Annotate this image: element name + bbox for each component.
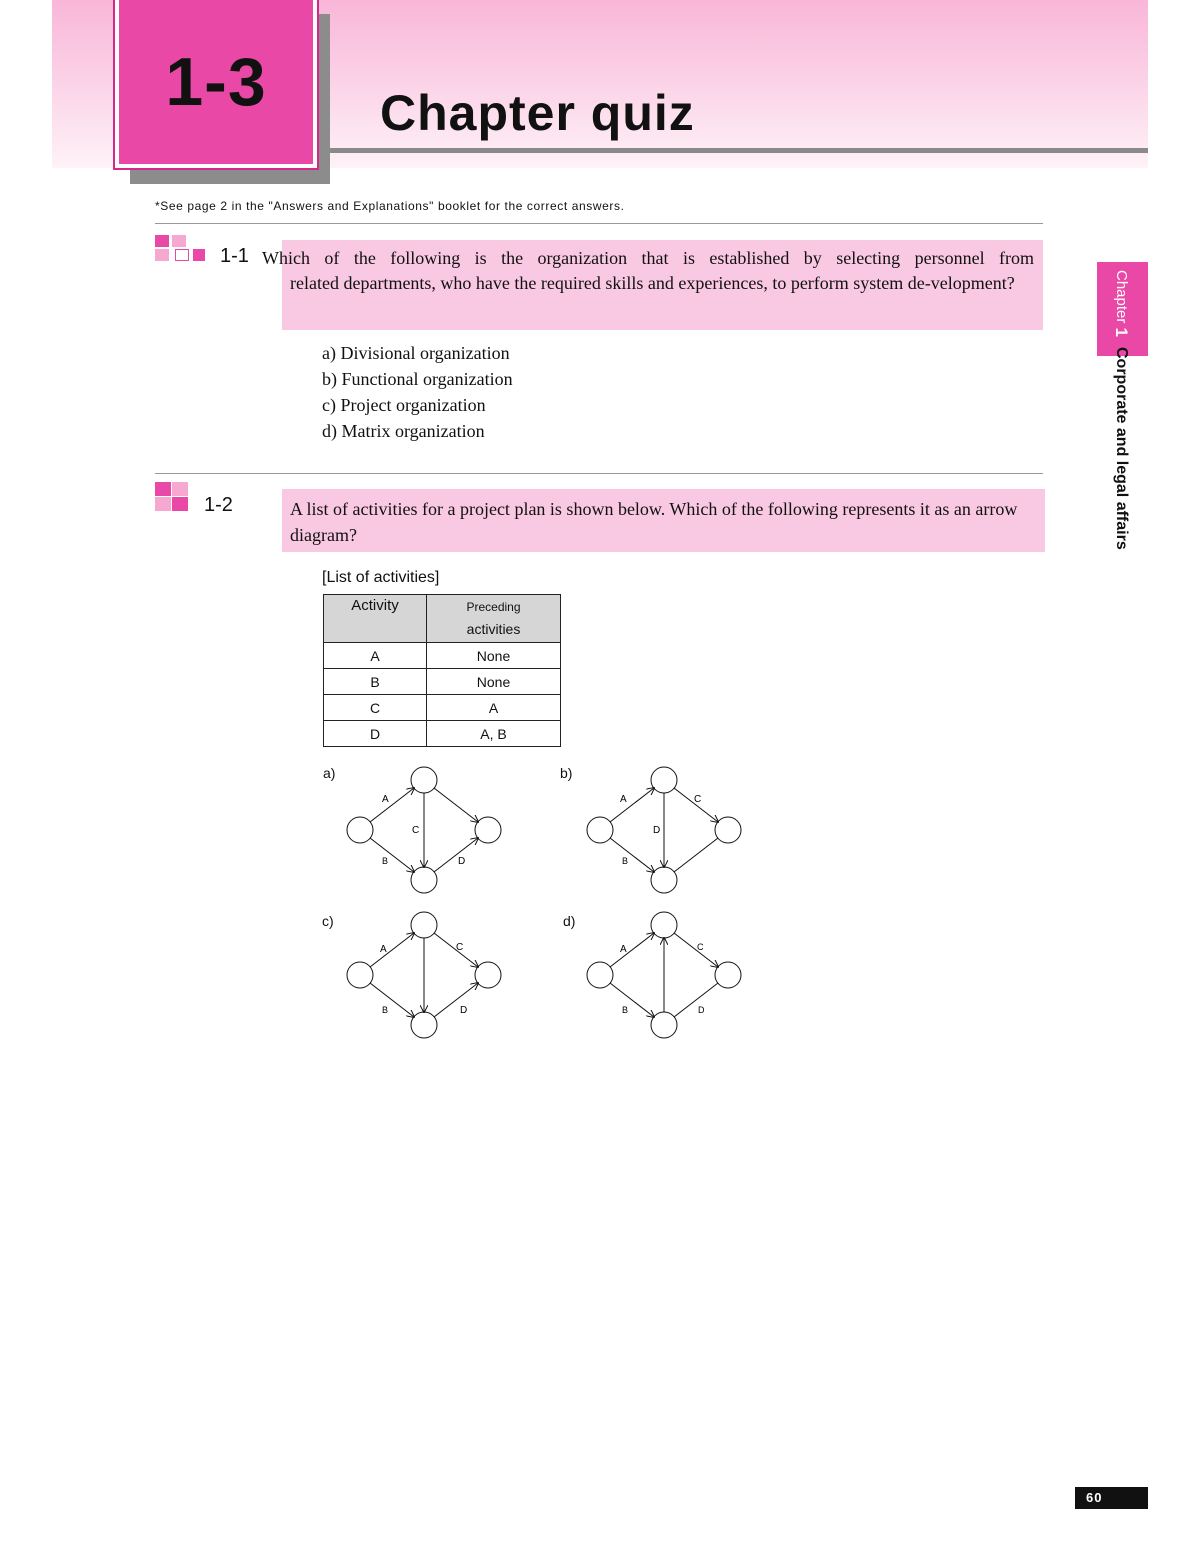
table-row xyxy=(324,669,561,695)
diagram-node xyxy=(475,962,501,988)
diagram-node xyxy=(715,817,741,843)
table-cell: B xyxy=(324,669,427,695)
diagram-node xyxy=(651,912,677,938)
page-number: 60 xyxy=(1075,1487,1148,1509)
diagram-node xyxy=(411,767,437,793)
question-text: A list of activities for a project plan is shown below. Which of the following represents it as an arrow diagram? xyxy=(290,499,1018,545)
edge-label: D xyxy=(653,825,661,836)
edge-label: D xyxy=(460,1005,468,1016)
answers-note: *See page 2 in the "Answers and Explanations" booklet for the correct answers. xyxy=(155,199,625,213)
edge-label: C xyxy=(697,942,704,952)
activity-table xyxy=(323,594,561,747)
diagram-node xyxy=(411,1012,437,1038)
table-cell: None xyxy=(427,643,561,669)
table-cell: C xyxy=(324,695,427,721)
diagram-edge xyxy=(610,983,654,1017)
diagram-edge xyxy=(610,788,654,822)
header-underline xyxy=(320,148,1148,153)
diagram-node xyxy=(587,817,613,843)
table-header-preceding xyxy=(427,595,561,643)
option-d-label[interactable]: d) xyxy=(563,913,576,929)
edge-label: A xyxy=(620,944,627,955)
edge-label: A xyxy=(380,944,387,955)
page-title: Chapter quiz xyxy=(380,85,695,141)
answer-choices xyxy=(322,340,513,444)
arrow-diagram-c xyxy=(330,905,510,1045)
diagram-edge xyxy=(434,838,478,872)
table-cell: D xyxy=(324,721,427,747)
diagram-node xyxy=(651,767,677,793)
table-row xyxy=(324,695,561,721)
diagram-edge xyxy=(610,933,654,967)
edge-label: A xyxy=(620,794,627,805)
choice-c[interactable]: c) Project organization xyxy=(322,395,486,415)
table-cell: A, B xyxy=(427,721,561,747)
diagram-node xyxy=(347,817,373,843)
choice-d[interactable]: d) Matrix organization xyxy=(322,421,485,441)
edge-label: B xyxy=(382,856,389,866)
option-b-label[interactable]: b) xyxy=(560,765,573,781)
diagram-edge xyxy=(370,983,414,1017)
option-a-label[interactable]: a) xyxy=(323,765,336,781)
diagram-edge xyxy=(674,933,718,967)
diagram-node xyxy=(347,962,373,988)
diagram-edge xyxy=(434,788,478,822)
diagram-edge xyxy=(434,983,478,1017)
arrow-diagram-d xyxy=(570,905,750,1045)
diagram-edge xyxy=(674,838,718,872)
question-number: 1-1 xyxy=(220,245,249,267)
question-marker-icon xyxy=(155,235,211,263)
diagram-node xyxy=(587,962,613,988)
table-header-activity: Activity xyxy=(324,595,427,643)
arrow-diagram-a xyxy=(330,760,510,900)
list-title: [List of activities] xyxy=(322,569,440,586)
edge-label: B xyxy=(622,1005,629,1015)
diagram-edge xyxy=(674,983,718,1017)
question-number: 1-2 xyxy=(204,494,233,516)
table-row xyxy=(324,721,561,747)
diagram-node xyxy=(411,867,437,893)
question-marker-icon xyxy=(155,482,189,512)
edge-label: B xyxy=(382,1005,389,1015)
edge-label: C xyxy=(412,825,420,836)
diagram-edge xyxy=(610,838,654,872)
chapter-title: Corporate and legal affairs xyxy=(1113,347,1130,550)
edge-label: B xyxy=(622,856,629,866)
diagram-node xyxy=(651,867,677,893)
diagram-node xyxy=(715,962,741,988)
diagram-node xyxy=(411,912,437,938)
diagram-node xyxy=(651,1012,677,1038)
choice-a[interactable]: a) Divisional organization xyxy=(322,343,510,363)
chapter-side-label xyxy=(1101,270,1131,600)
divider xyxy=(155,223,1043,224)
header-line: activities xyxy=(466,621,521,637)
diagram-edge xyxy=(370,788,414,822)
edge-label: C xyxy=(694,794,702,805)
diagram-node xyxy=(475,817,501,843)
section-number-box xyxy=(115,0,317,168)
edge-label: A xyxy=(382,794,389,805)
divider xyxy=(155,473,1043,474)
chapter-number: 1 xyxy=(1112,327,1131,338)
edge-label: D xyxy=(458,856,466,867)
choice-b[interactable]: b) Functional organization xyxy=(322,369,513,389)
option-c-label[interactable]: c) xyxy=(322,913,334,929)
question-text-line1: Which of the following is the organization that is established by selecting personnel from xyxy=(262,248,1034,268)
table-cell: None xyxy=(427,669,561,695)
chapter-word: Chapter xyxy=(1113,270,1130,324)
question-text-rest: related departments, who have the required skills and experiences, to perform system de-velopment? xyxy=(290,273,1015,293)
section-number: 1-3 xyxy=(165,44,267,120)
edge-label: C xyxy=(456,942,464,953)
table-row xyxy=(324,643,561,669)
diagram-edge xyxy=(370,933,414,967)
header-line: Preceding xyxy=(466,600,521,614)
table-cell: A xyxy=(427,695,561,721)
diagram-edge xyxy=(370,838,414,872)
edge-label: D xyxy=(698,1005,705,1015)
table-cell: A xyxy=(324,643,427,669)
arrow-diagram-b xyxy=(570,760,750,900)
